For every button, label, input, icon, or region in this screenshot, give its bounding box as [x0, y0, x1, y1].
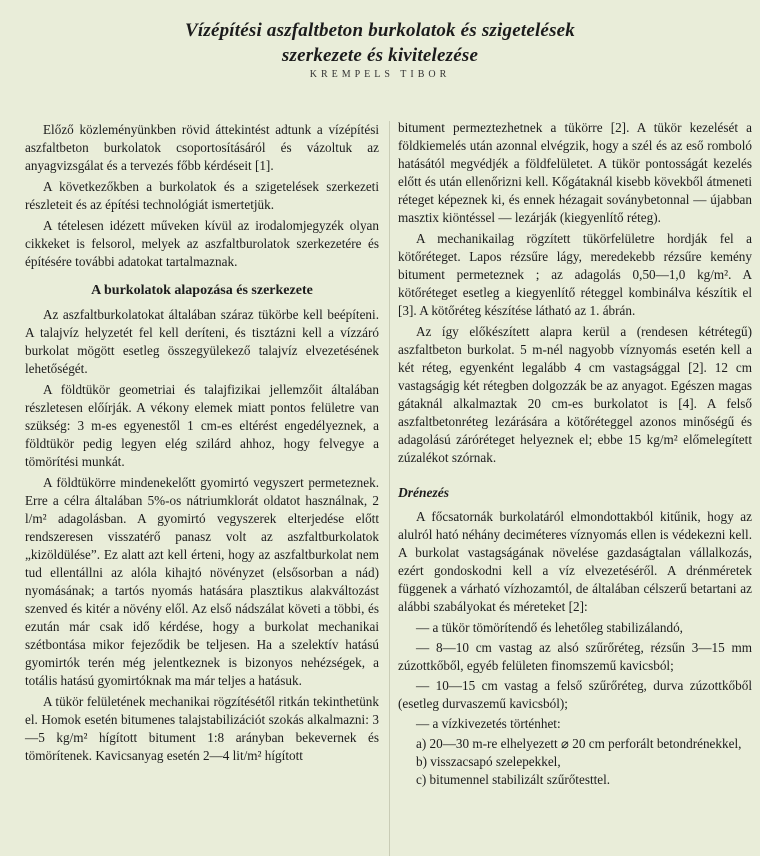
paragraph: A főcsatornák burkolatáról elmondottakból kitűnik, hogy az alulról ható néhány deciméteres víznyomás ellen is védekezni kell. A burkolat vastagságának növelése gazdaságtalan vállalkozás, ezért gondoskodni kell a víz elvezetéséről. A drénméretek függenek a várható vízhozamtól, de általában célszerű betartani az alábbi szabályokat és méreteket [2]:: [398, 509, 752, 614]
subsection-heading: Drénezés: [398, 485, 449, 500]
list-subitem: b) visszacsapó szelepekkel,: [416, 754, 561, 769]
left-column: [25, 121, 379, 768]
title-line-1: Vízépítési aszfaltbeton burkolatok és szigetelések: [185, 20, 575, 41]
title-line-2: szerkezete és kivitelezése: [281, 45, 479, 66]
paragraph: A mechanikailag rögzített tükörfelületre hordják fel a kötőréteget. Lapos rézsűre lágy, meredekebb rézsűre kemény bitument permeteznek ; az adagolás 0,50—1,0 kg/m². A kötőréteget esetleg a kiegyenlítő réteggel kombinálva készítik el [3]. A kötőréteg készítése látható az 1. ábrán.: [398, 231, 752, 318]
right-column: [398, 119, 752, 789]
column-divider: [389, 121, 390, 856]
paragraph: Az így előkészített alapra kerül a (rendesen kétrétegű) aszfaltbeton burkolat. 5 m-nél nagyobb víznyomás esetén kell a két réteg, egyenként legalább 4 cm vastagsággal [2]. 12 cm vastagságig két rétegben dolgozzák be az anyagot. Egészen magas gátaknál alkalmaztak 20 cm-es burkolatot is [4]. A felső aszfaltbetonréteg lezárására a kötőréteggel azonos minőségű és adagolású záróréteget helyeznek el; ebbe 15 kg/m² előmelegített zúzalékot szórnak.: [398, 324, 752, 465]
list-subitem: a) 20—30 m-re elhelyezett ⌀ 20 cm perforált betondrénekkel,: [416, 736, 742, 751]
paragraph: A következőkben a burkolatok és a szigetelések szerkezeti részleteit és az építési technológiát ismertetjük.: [25, 179, 379, 212]
paragraph: A tükör felületének mechanikai rögzítésétől ritkán tekinthetünk el. Homok esetén bitumenes talajstabilizációt szokás alkalmazni: 3—5 kg/m² hígított bitument 1:8 arányban bekevernek és tömörítenek. Kavicsanyag esetén 2—4 lit/m² hígított: [25, 694, 379, 763]
list-subitem: c) bitumennel stabilizált szűrőtesttel.: [416, 772, 611, 787]
paragraph: bitument permeztezhetnek a tükörre [2]. A tükör kezelését a földkiemelés után azonnal elvégzik, hogy a szél és az eső romboló hatásától megvédjék a földfelületet. A tükör pontosságát kezelés előtt és után ellenőrizni kell. Kőgátaknál kisebb kövekből átmeneti réteget képeznek ki, és ennek hézagait soványbetonnal — újabban masztix kiöntéssel — lezárják (kiegyenlítő réteg).: [398, 120, 752, 225]
paragraph: A földtükör geometriai és talajfizikai jellemzőit általában részletesen előírják. A vékony elemek miatt pontos felületre van szükség: 3 m-es egyenestől 1 cm-es eltérést engedélyeznek, a földtükör pedig legyen elég szilárd ahhoz, hogy felvegye a tömörítési munkát.: [25, 382, 379, 469]
list-item: — a tükör tömörítendő és lehetőleg stabilizálandó,: [416, 620, 683, 635]
paragraph: Előző közleményünkben rövid áttekintést adtunk a vízépítési aszfaltbeton burkolatok csoportosításáról és vázoltuk az anyagvizsgálat és a tervezés főbb kérdéseit [1].: [25, 122, 379, 173]
list-item: — 8—10 cm vastag az alsó szűrőréteg, rézsűn 3—15 mm zúzottkőből, egyéb felületen finomszemű kavicsból;: [398, 640, 752, 673]
author-name: KREMPELS TIBOR: [309, 69, 451, 80]
list-item: — 10—15 cm vastag a felső szűrőréteg, durva zúzottkőből (esetleg durvaszemű kavicsból);: [398, 678, 752, 711]
paragraph: A földtükörre mindenekelőtt gyomirtó vegyszert permeteznek. Erre a célra általában 5%-os nátriumklorát oldatot használnak, 2 l/m² adagolásban. A gyomirtó vegyszerek elterjedése előtt rendszeresen visszatérő panasz volt az aszfaltburkolatok „kizöldülése”. Ez alatt azt kell érteni, hogy az aszfaltburkolat nem tud ellentállni az alóla kihajtó növényzet (elsősorban a nád) nyomásának; a tartós nyomás hatására plasztikus alakváltozást szenved és kitér a növény elől. Az első nádszálat követi a többi, és ezután már csak idő kérdése, hogy a burkolat mechanikai szétbontása mikor fejeződik be teljesen. Ha a szelektív hatású gyomirtók terén még jelentkeznek is bizonyos nehézségek, a totális hatású gyomirtóknak ma már teljes a hatásuk.: [25, 475, 379, 688]
list-item: — a vízkivezetés történhet:: [416, 716, 561, 731]
article-title: [0, 18, 760, 68]
paragraph: A tételesen idézett műveken kívül az irodalomjegyzék olyan cikkeket is felsorol, melyek az aszfaltburolatok szerkezetére és építésére további adatokat tartalmaznak.: [25, 218, 379, 269]
paragraph: Az aszfaltburkolatokat általában száraz tükörbe kell beépíteni. A talajvíz helyzetét fel kell deríteni, és tisztázni kell a vízzáró burkolat mögött esetleg összegyülekező talajvíz elvezetésének lehetőségét.: [25, 307, 379, 376]
section-heading: A burkolatok alapozása és szerkezete: [91, 283, 313, 298]
